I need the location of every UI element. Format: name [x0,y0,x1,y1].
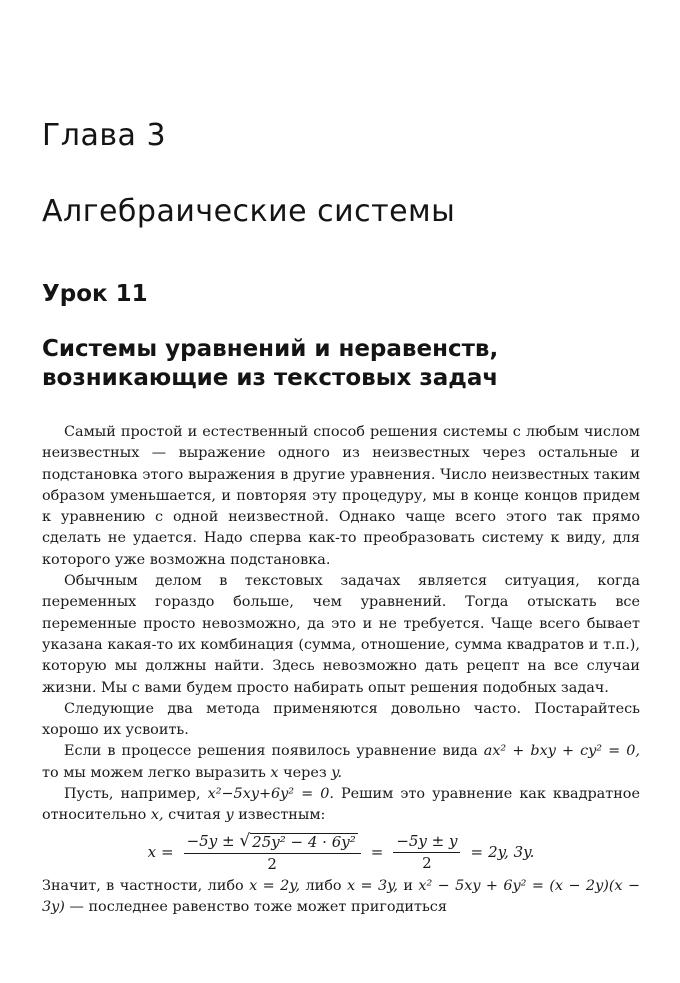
formula-eq-2: = [370,842,384,861]
radicand: 25y² − 4 · 6y² [252,832,356,851]
square-root [239,830,357,851]
fraction-1-num-part: −5y ± [186,831,235,850]
fraction-1-denominator: 2 [267,854,277,873]
fraction-2 [393,831,460,872]
paragraph-5 [42,784,640,827]
final-eq-b: x = 3y, [346,877,398,894]
p5-equation: x²−5xy+6y² = 0. [207,786,334,803]
fraction-2-denominator: 2 [422,853,432,872]
formula-result: 2y, 3y. [488,842,535,861]
paragraph-4 [42,741,640,784]
formula-eq-1: = [161,842,174,861]
body-text [42,422,640,918]
paragraph-2: Обычным делом в текстовых задачах является ситуация, когда переменных гораздо больше, чем уравнений. Тогда отыскать все переменные просто невозможно, да это и не требуется. Чаще всего бывает указана какая-то их комбинация (сумма, отношение, сумма квадратов и т.п.), которую мы должны найти. Здесь невозможно дать рецепт на все случаи жизни. Мы с вами будем просто набирать опыт решения подобных задач. [42,573,640,696]
final-eq-c: x² − 5xy + 6y² = (x − 2y)(x − 3y) [42,877,641,915]
lesson-heading: Урок 11 [42,281,148,307]
display-formula [42,830,640,873]
final-text-4: — последнее равенство тоже может пригодиться [69,898,447,915]
fraction-2-numerator: −5y ± y [393,834,460,853]
formula-lhs: x [147,842,157,861]
paragraph-1: Самый простой и естественный способ решения системы с любым числом неизвестных — выражение одного из неизвестных через остальные и подстановка этого выражения в другие уравнения. Число неизвестных таким образом уменьшается, и повторяя эту процедуру, мы в конце концов придем к уравнению с одной неизвестной. Однако чаще всего этого так прямо сделать не удается. Надо сперва как-то преобразовать систему к виду, для которого уже возможна подстановка. [42,424,640,568]
p5-text: Пусть, например, [64,786,201,803]
p4-tail: то мы можем легко выразить [42,764,266,781]
radical-sign-icon: √ [239,830,251,851]
final-text-2: либо [305,877,342,894]
p4-through: через [283,764,327,781]
fraction-1 [184,830,361,873]
p4-y: y. [331,764,343,781]
chapter-heading: Глава 3 [42,118,167,153]
section-title-line-2: возникающие из текстовых задач [42,365,499,391]
section-title [42,335,498,393]
final-text-3: и [403,877,413,894]
paragraph-3: Следующие два метода применяются довольно часто. Постарайтесь хорошо их усвоить. [42,700,640,739]
final-eq-a: x = 2y, [249,877,301,894]
paragraph-6 [42,876,640,919]
p5-end: известным: [238,807,326,824]
p4-equation: ax² + bxy + cy² = 0, [483,743,640,760]
p5-middle: считая [168,807,221,824]
p5-tail: Решим это уравнение как квадратное относительно [42,786,640,824]
final-text-1: Значит, в частности, либо [42,877,244,894]
p5-x: x, [150,807,164,824]
section-title-line-1: Системы уравнений и неравенств, [42,336,499,362]
p4-x: x [270,764,279,781]
p5-y: y [225,807,234,824]
fraction-1-numerator [184,830,361,854]
chapter-title: Алгебраические системы [42,194,456,229]
p4-text: Если в процессе решения появилось уравнение вида [64,743,478,760]
formula-eq-3: = [470,842,484,861]
